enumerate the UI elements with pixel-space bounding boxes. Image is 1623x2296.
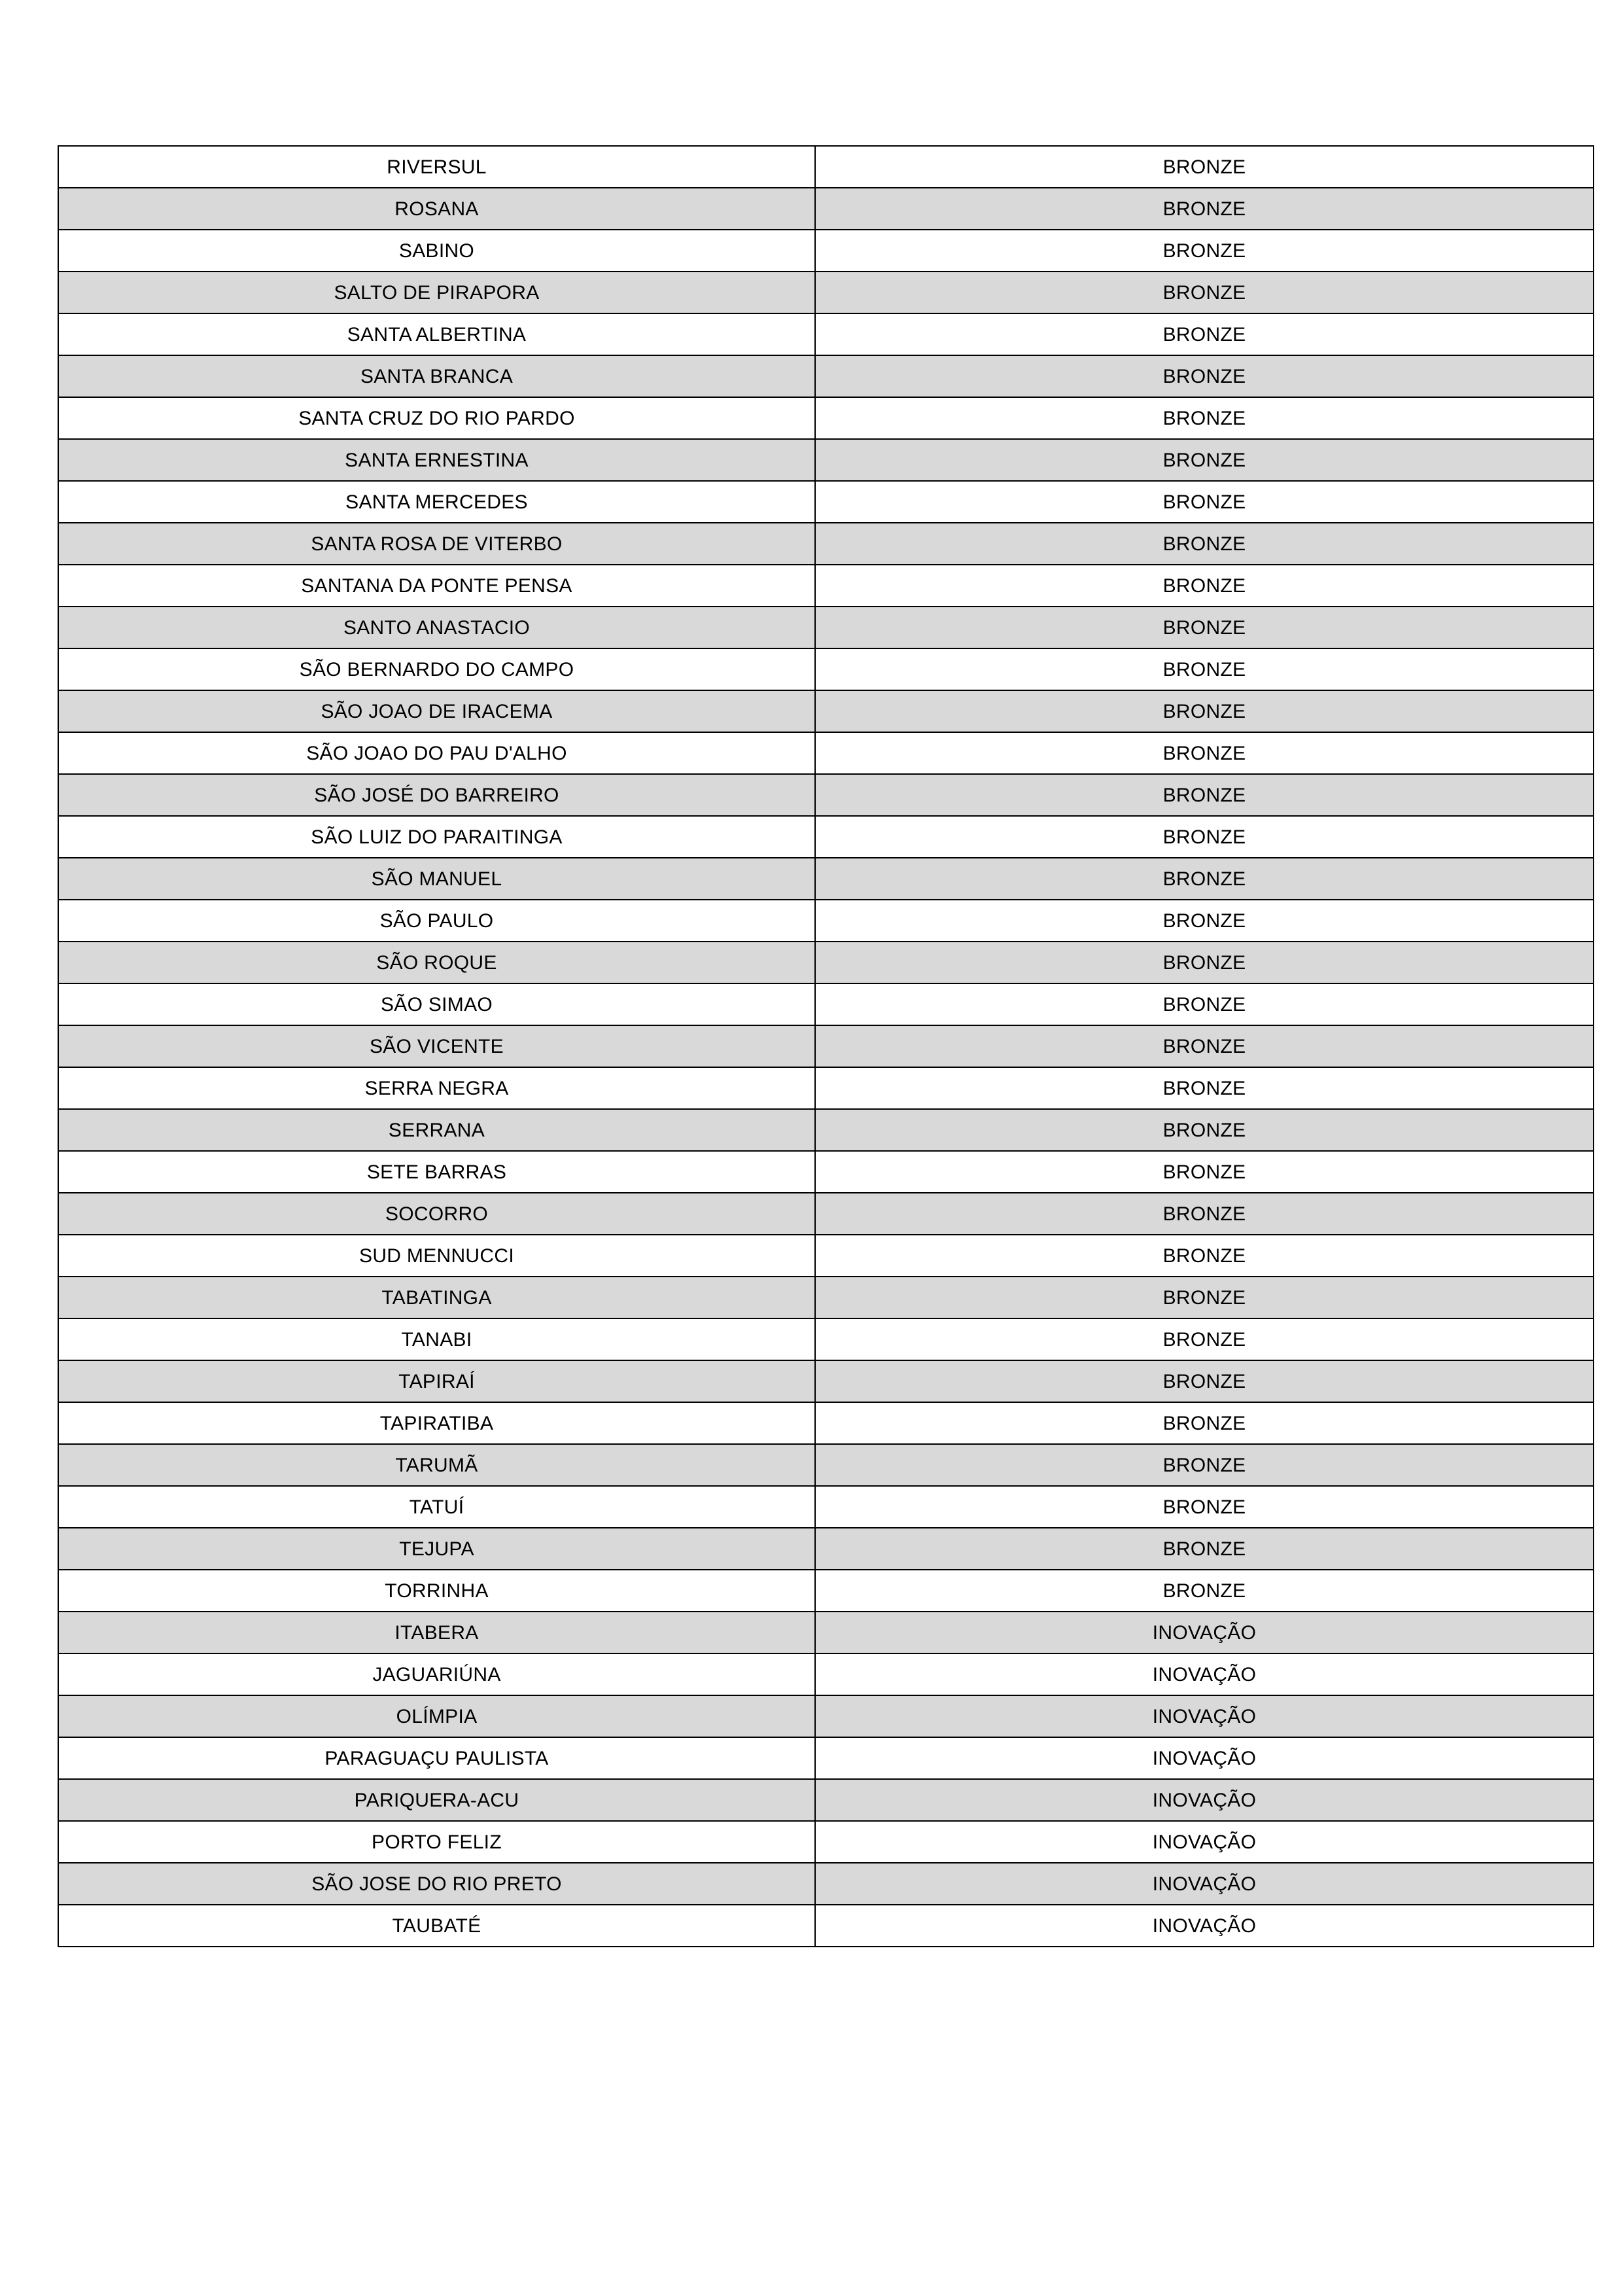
cell-city: TEJUPA <box>58 1528 815 1570</box>
cell-city: SETE BARRAS <box>58 1151 815 1193</box>
table-row <box>58 900 1594 942</box>
table-row <box>58 983 1594 1025</box>
table-row <box>58 188 1594 230</box>
table-row <box>58 230 1594 272</box>
cell-award: BRONZE <box>815 397 1594 439</box>
cell-city: SANTA BRANCA <box>58 355 815 397</box>
cell-city: SANTANA DA PONTE PENSA <box>58 565 815 607</box>
table-row <box>58 1528 1594 1570</box>
cell-award: BRONZE <box>815 1570 1594 1612</box>
cell-award: BRONZE <box>815 942 1594 983</box>
cell-award: BRONZE <box>815 648 1594 690</box>
cell-award: BRONZE <box>815 523 1594 565</box>
cell-city: ITABERA <box>58 1612 815 1653</box>
table-row <box>58 1193 1594 1235</box>
cell-city: TABATINGA <box>58 1277 815 1318</box>
cell-city: SÃO VICENTE <box>58 1025 815 1067</box>
cell-award: BRONZE <box>815 1025 1594 1067</box>
table-row <box>58 1402 1594 1444</box>
table-row <box>58 732 1594 774</box>
cell-city: SÃO JOSÉ DO BARREIRO <box>58 774 815 816</box>
table-row <box>58 355 1594 397</box>
cell-award: BRONZE <box>815 1444 1594 1486</box>
table-row <box>58 1653 1594 1695</box>
cell-city: SÃO LUIZ DO PARAITINGA <box>58 816 815 858</box>
cell-city: SÃO SIMAO <box>58 983 815 1025</box>
cell-award: BRONZE <box>815 1067 1594 1109</box>
cell-city: SANTA ROSA DE VITERBO <box>58 523 815 565</box>
table-row <box>58 1821 1594 1863</box>
cell-city: SALTO DE PIRAPORA <box>58 272 815 313</box>
cell-award: BRONZE <box>815 439 1594 481</box>
cell-city: JAGUARIÚNA <box>58 1653 815 1695</box>
cell-city: SÃO JOAO DO PAU D'ALHO <box>58 732 815 774</box>
cell-award: INOVAÇÃO <box>815 1695 1594 1737</box>
cell-city: SÃO ROQUE <box>58 942 815 983</box>
cell-award: BRONZE <box>815 355 1594 397</box>
cell-city: SUD MENNUCCI <box>58 1235 815 1277</box>
table-row <box>58 1695 1594 1737</box>
cell-city: SERRA NEGRA <box>58 1067 815 1109</box>
table-row <box>58 481 1594 523</box>
cell-city: TARUMÃ <box>58 1444 815 1486</box>
cell-city: TAUBATÉ <box>58 1905 815 1947</box>
table-row <box>58 1612 1594 1653</box>
table-row <box>58 774 1594 816</box>
cell-award: INOVAÇÃO <box>815 1863 1594 1905</box>
cell-award: BRONZE <box>815 732 1594 774</box>
cell-award: BRONZE <box>815 1318 1594 1360</box>
cell-city: RIVERSUL <box>58 146 815 188</box>
table-row <box>58 1067 1594 1109</box>
cell-city: PARIQUERA-ACU <box>58 1779 815 1821</box>
table-row <box>58 1025 1594 1067</box>
cell-award: BRONZE <box>815 1486 1594 1528</box>
cell-award: INOVAÇÃO <box>815 1612 1594 1653</box>
cell-city: SÃO PAULO <box>58 900 815 942</box>
cell-city: PORTO FELIZ <box>58 1821 815 1863</box>
cell-award: BRONZE <box>815 146 1594 188</box>
cell-award: BRONZE <box>815 481 1594 523</box>
table-row <box>58 690 1594 732</box>
table-row <box>58 816 1594 858</box>
cell-award: BRONZE <box>815 690 1594 732</box>
cell-award: BRONZE <box>815 774 1594 816</box>
table-row <box>58 565 1594 607</box>
table-row <box>58 272 1594 313</box>
cell-city: SÃO JOSE DO RIO PRETO <box>58 1863 815 1905</box>
table-row <box>58 1863 1594 1905</box>
table-row <box>58 1486 1594 1528</box>
table-row <box>58 942 1594 983</box>
cell-city: TANABI <box>58 1318 815 1360</box>
table-row <box>58 1151 1594 1193</box>
cell-award: BRONZE <box>815 1402 1594 1444</box>
cell-city: TAPIRATIBA <box>58 1402 815 1444</box>
cell-city: SANTA ERNESTINA <box>58 439 815 481</box>
cell-award: BRONZE <box>815 230 1594 272</box>
cell-city: SANTA CRUZ DO RIO PARDO <box>58 397 815 439</box>
cell-city: SERRANA <box>58 1109 815 1151</box>
cell-award: INOVAÇÃO <box>815 1905 1594 1947</box>
cell-award: INOVAÇÃO <box>815 1779 1594 1821</box>
cell-award: BRONZE <box>815 565 1594 607</box>
cell-city: SOCORRO <box>58 1193 815 1235</box>
cell-city: SABINO <box>58 230 815 272</box>
cell-award: BRONZE <box>815 1360 1594 1402</box>
cell-city: SÃO MANUEL <box>58 858 815 900</box>
cell-award: BRONZE <box>815 816 1594 858</box>
cell-award: BRONZE <box>815 983 1594 1025</box>
cell-award: BRONZE <box>815 313 1594 355</box>
cell-city: TAPIRAÍ <box>58 1360 815 1402</box>
table-row <box>58 1570 1594 1612</box>
table-row <box>58 607 1594 648</box>
cell-city: TATUÍ <box>58 1486 815 1528</box>
table-row <box>58 1779 1594 1821</box>
table-row <box>58 523 1594 565</box>
table-row <box>58 1737 1594 1779</box>
table-row <box>58 1444 1594 1486</box>
table-row <box>58 439 1594 481</box>
table-row <box>58 1360 1594 1402</box>
table-row <box>58 1277 1594 1318</box>
table-row <box>58 1109 1594 1151</box>
cell-award: BRONZE <box>815 1277 1594 1318</box>
cell-city: SANTA MERCEDES <box>58 481 815 523</box>
table-row <box>58 1318 1594 1360</box>
cell-award: BRONZE <box>815 1109 1594 1151</box>
table-row <box>58 858 1594 900</box>
cell-city: SANTA ALBERTINA <box>58 313 815 355</box>
cell-city: SÃO BERNARDO DO CAMPO <box>58 648 815 690</box>
cell-award: BRONZE <box>815 1528 1594 1570</box>
table-body <box>58 146 1594 1947</box>
table-row <box>58 1235 1594 1277</box>
cell-city: SÃO JOAO DE IRACEMA <box>58 690 815 732</box>
cell-award: BRONZE <box>815 1151 1594 1193</box>
cell-award: BRONZE <box>815 1193 1594 1235</box>
award-table-container <box>58 145 1565 1947</box>
cell-award: BRONZE <box>815 607 1594 648</box>
municipality-award-table <box>58 145 1594 1947</box>
table-row <box>58 397 1594 439</box>
cell-award: INOVAÇÃO <box>815 1821 1594 1863</box>
cell-award: BRONZE <box>815 858 1594 900</box>
cell-city: PARAGUAÇU PAULISTA <box>58 1737 815 1779</box>
cell-award: INOVAÇÃO <box>815 1737 1594 1779</box>
cell-city: TORRINHA <box>58 1570 815 1612</box>
cell-city: ROSANA <box>58 188 815 230</box>
cell-award: BRONZE <box>815 272 1594 313</box>
table-row <box>58 648 1594 690</box>
cell-award: BRONZE <box>815 1235 1594 1277</box>
cell-award: INOVAÇÃO <box>815 1653 1594 1695</box>
table-row <box>58 1905 1594 1947</box>
table-row <box>58 146 1594 188</box>
cell-city: SANTO ANASTACIO <box>58 607 815 648</box>
cell-city: OLÍMPIA <box>58 1695 815 1737</box>
table-row <box>58 313 1594 355</box>
cell-award: BRONZE <box>815 900 1594 942</box>
cell-award: BRONZE <box>815 188 1594 230</box>
